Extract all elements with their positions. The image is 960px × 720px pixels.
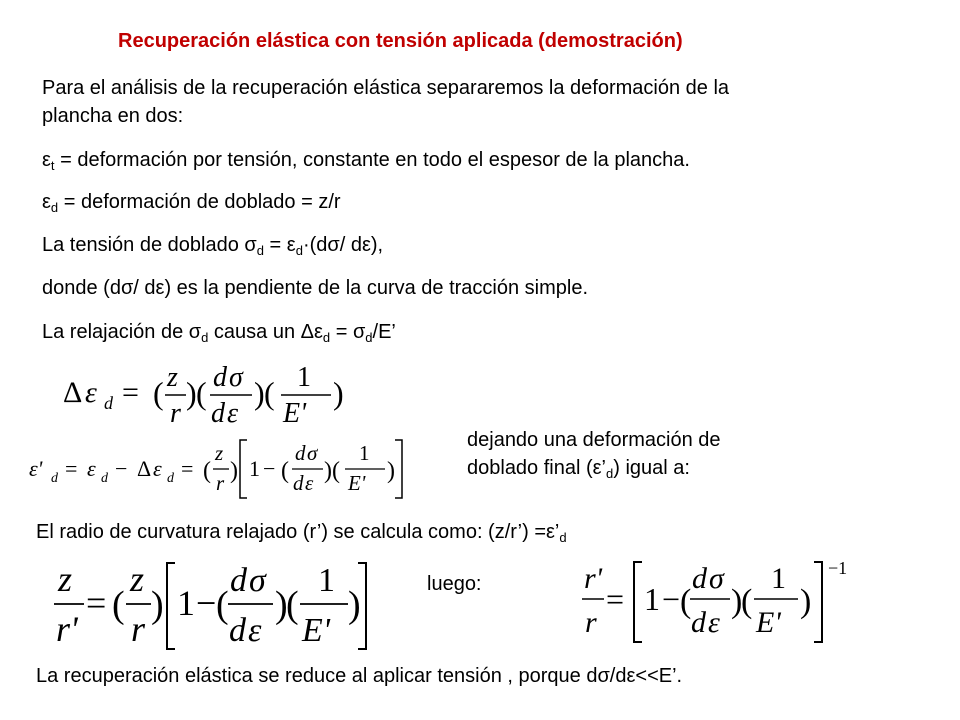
sig-mid: = ε: [263, 234, 296, 256]
eq3-lparen-1: (: [112, 584, 125, 626]
eq3-minus: −: [196, 583, 217, 623]
slide-title: Recuperación elástica con tensión aplicada (demostración): [118, 30, 683, 52]
eq3-lparen-3: (: [286, 584, 299, 626]
eq3-one-2: 1: [318, 562, 335, 599]
eq2-z: z: [215, 441, 224, 465]
dejando-pre: doblado final (ε’: [467, 457, 607, 479]
eq4-minus: −: [662, 581, 681, 617]
relax-eq: = σ: [330, 321, 366, 343]
eq1-equals: =: [122, 376, 139, 409]
et-text: = deformación por tensión, constante en todo el espesor de la plancha.: [54, 149, 690, 171]
eq3-d-den: d: [229, 612, 246, 649]
eq1-d-sub: d: [104, 393, 113, 413]
et-definition: [42, 148, 690, 172]
intro-line-1: Para el análisis de la recuperación elástica separaremos la deformación de la: [42, 77, 730, 99]
eq1-lparen-3: (: [264, 375, 275, 411]
eq1-lparen-2: (: [196, 375, 207, 411]
eq4-left-bracket: [634, 562, 642, 642]
eq2-d-sub-2: d: [101, 471, 108, 486]
eq4-rparen-2: ): [800, 583, 812, 620]
eq4-r: r: [585, 606, 597, 639]
eq2-minus-1: −: [115, 456, 128, 481]
et-subscript: t: [50, 158, 55, 173]
eq2-one-1: 1: [249, 456, 260, 481]
eq4-eps-den: ε: [708, 606, 720, 639]
equation-z-over-r-prime: [48, 555, 373, 655]
eq4-one-2: 1: [771, 562, 786, 595]
eq4-d-num: d: [692, 562, 707, 595]
eq4-d-den: d: [691, 606, 706, 639]
eq4-exponent: −1: [828, 558, 848, 578]
ed-symbol: ε: [42, 191, 51, 213]
eq2-lparen-2: (: [281, 458, 289, 484]
relaxation-line: [42, 320, 396, 344]
relax-pre: La relajación de σ: [42, 321, 202, 343]
eq1-rparen-1: ): [186, 375, 197, 411]
eq2-E: E': [348, 471, 366, 495]
equation-eps-prime-d: [25, 436, 420, 502]
relax-sub3: d: [365, 330, 373, 345]
eq1-one: 1: [297, 362, 311, 393]
eq3-equals: =: [86, 583, 107, 623]
eq1-rparen-3: ): [333, 375, 344, 411]
eq3-sigma: σ: [249, 562, 266, 599]
eq3-rparen-3: ): [348, 584, 361, 626]
eq3-r-prime: r': [56, 609, 78, 649]
eq2-eps-1: ε: [87, 456, 96, 481]
et-symbol: ε: [42, 149, 51, 171]
eq2-left-bracket: [240, 440, 247, 498]
eq3-lparen-2: (: [216, 584, 229, 626]
relax-sub: d: [201, 330, 209, 345]
equation-r-prime-over-r: [578, 552, 863, 648]
eq1-d-den: d: [211, 398, 225, 429]
eq2-sigma: σ: [307, 441, 318, 465]
eq2-d-den: d: [293, 471, 304, 495]
eq2-equals-1: =: [65, 456, 78, 481]
eq1-r: r: [170, 398, 181, 429]
donde-line: donde (dσ/ dε) es la pendiente de la curva de tracción simple.: [42, 277, 589, 299]
eq3-eps-den: ε: [248, 612, 262, 649]
eq2-right-bracket: [395, 440, 402, 498]
eq1-eps: ε: [85, 376, 97, 409]
eq1-z: z: [167, 362, 178, 393]
eq4-r-prime: r': [584, 562, 603, 595]
eq2-lparen-3: (: [332, 458, 340, 484]
sig-sub: d: [256, 243, 264, 258]
relax-sub2: d: [322, 330, 331, 345]
dejando-line-1: dejando una deformación de: [467, 429, 721, 451]
eq1-sigma: σ: [229, 362, 243, 393]
ed-subscript: d: [50, 200, 59, 215]
eq1-lparen-1: (: [153, 375, 164, 411]
eq3-z-2: z: [130, 559, 145, 599]
eq3-left-bracket: [167, 563, 175, 649]
luego-label: luego:: [427, 573, 482, 595]
radio-pre: El radio de curvatura relajado (r’) se calcula como: (z/r’) =ε’: [36, 521, 560, 543]
eq3-rparen-2: ): [275, 584, 288, 626]
sig-pre: La tensión de doblado σ: [42, 234, 257, 256]
radio-sub: d: [559, 530, 567, 545]
eq2-rparen-1: ): [230, 458, 238, 484]
conclusion-line: La recuperación elástica se reduce al aplicar tensión , porque dσ/dε<<E’.: [36, 665, 683, 687]
eq3-one-1: 1: [177, 583, 195, 623]
eq2-d-sub-3: d: [167, 471, 174, 486]
eq4-sigma: σ: [709, 562, 724, 595]
eq2-d-num: d: [295, 441, 306, 465]
ed-text: = deformación de doblado = z/r: [58, 191, 341, 213]
bending-stress-line: [42, 233, 383, 257]
relax-post: /E’: [372, 321, 396, 343]
dejando-post: ) igual a:: [613, 457, 690, 479]
sig-post: ·(dσ/ dε),: [302, 234, 384, 256]
eq4-lparen-2: (: [741, 583, 753, 620]
eq3-d-num: d: [230, 562, 247, 599]
eq2-d-sub-1: d: [51, 471, 58, 486]
eq2-r: r: [216, 471, 225, 495]
eq4-lparen-1: (: [680, 583, 692, 620]
intro-line-2: plancha en dos:: [42, 105, 184, 127]
eq3-z-1: z: [58, 559, 73, 599]
eq2-delta: Δ: [137, 456, 152, 481]
eq4-E: E': [756, 606, 781, 639]
eq2-equals-2: =: [181, 456, 194, 481]
eq2-eps-den: ε: [305, 471, 314, 495]
eq3-rparen-1: ): [151, 584, 164, 626]
dejando-line-2: [467, 456, 690, 480]
eq4-right-bracket: [814, 562, 822, 642]
eq1-E: E': [283, 398, 307, 429]
eq1-d-num: d: [213, 362, 227, 393]
eq2-eps-prime: ε': [29, 456, 43, 481]
eq4-equals: =: [606, 581, 625, 617]
radio-line: [36, 520, 567, 544]
eq2-eps-2: ε: [153, 456, 162, 481]
dejando-sub: d: [606, 466, 614, 481]
eq4-rparen-1: ): [731, 583, 743, 620]
eq2-minus-2: −: [263, 456, 276, 481]
eq4-one-1: 1: [644, 581, 660, 617]
equation-delta-eps: [55, 356, 385, 432]
eq1-rparen-2: ): [254, 375, 265, 411]
eq2-rparen-3: ): [387, 458, 395, 484]
eq2-lparen-1: (: [203, 458, 211, 484]
relax-mid: causa un Δε: [208, 321, 323, 343]
eq2-one-2: 1: [359, 441, 370, 465]
sig-sub2: d: [295, 243, 303, 258]
eq2-rparen-2: ): [324, 458, 332, 484]
eq1-eps-den: ε: [227, 398, 239, 429]
eq1-delta: Δ: [63, 376, 83, 409]
eq3-r: r: [131, 609, 146, 649]
eq3-E: E': [302, 612, 331, 649]
ed-definition: [42, 190, 341, 214]
